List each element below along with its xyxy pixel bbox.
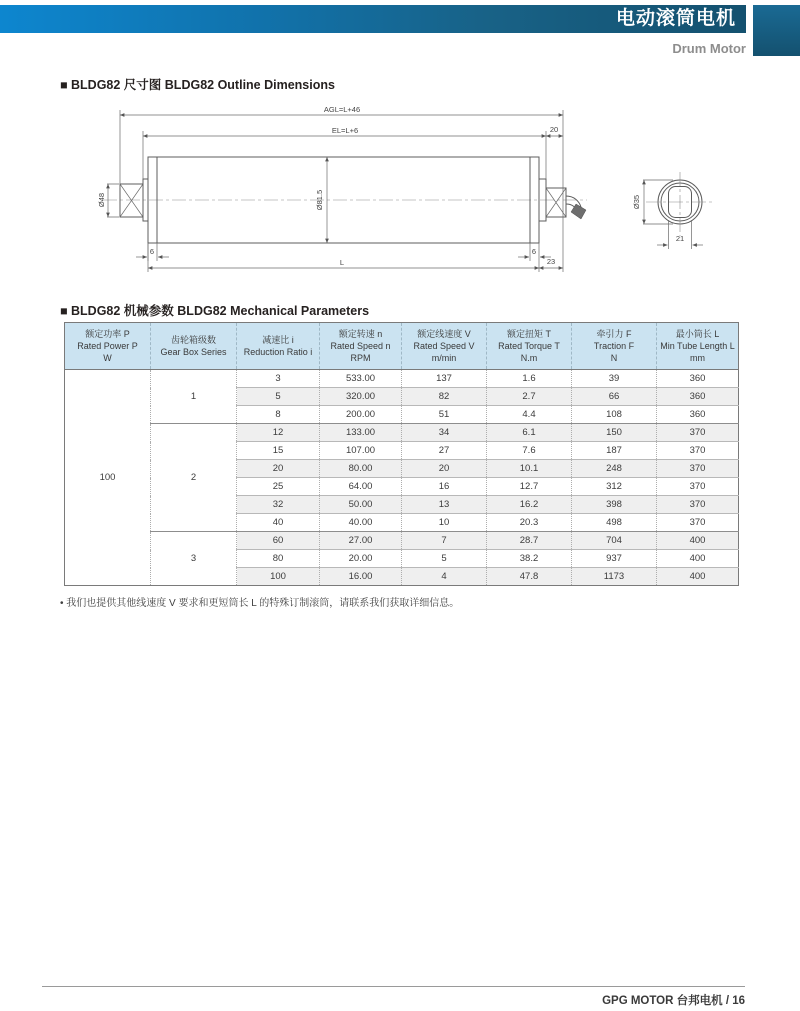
table-cell: 12 [237, 424, 320, 442]
table-cell: 1173 [572, 568, 657, 586]
column-header-gearbox: 齿轮箱级数 Gear Box Series [151, 323, 237, 370]
table-cell: 360 [657, 370, 739, 388]
table-cell: 370 [657, 478, 739, 496]
column-header-torque: 额定扭矩 T Rated Torque T N.m [487, 323, 572, 370]
side-view [97, 105, 587, 272]
table-cell: 248 [572, 460, 657, 478]
table-cell: 3 [237, 370, 320, 388]
dim-label-end-dia: Ø35 [632, 194, 641, 210]
table-cell: 8 [237, 406, 320, 424]
table-cell: 7.6 [487, 442, 572, 460]
gear-series-cell: 1 [151, 370, 237, 424]
header-accent-square [753, 5, 800, 56]
table-cell: 6.1 [487, 424, 572, 442]
page-subtitle: Drum Motor [672, 41, 746, 56]
table-cell: 4.4 [487, 406, 572, 424]
table-cell: 40 [237, 514, 320, 532]
outline-drawing [95, 100, 795, 295]
mechanical-parameters-table [64, 322, 739, 586]
table-cell: 370 [657, 496, 739, 514]
dim-label-20: 20 [549, 125, 559, 134]
table-cell: 400 [657, 568, 739, 586]
table-cell: 10 [402, 514, 487, 532]
column-header-linear-speed: 额定线速度 V Rated Speed V m/min [402, 323, 487, 370]
table-cell: 32 [237, 496, 320, 514]
footer-page-label: GPG MOTOR 台邦电机 / 16 [602, 995, 745, 1007]
table-cell: 7 [402, 532, 487, 550]
page-title: 电动滚筒电机 [615, 8, 736, 29]
table-row [65, 370, 739, 388]
table-cell: 137 [402, 370, 487, 388]
dim-label-cap-right: 6 [531, 247, 537, 256]
table-cell: 320.00 [320, 388, 402, 406]
dim-label-cap-left: 6 [149, 247, 155, 256]
table-cell: 51 [402, 406, 487, 424]
table-header-row [65, 323, 739, 370]
table-cell: 498 [572, 514, 657, 532]
table-cell: 187 [572, 442, 657, 460]
table-cell: 27.00 [320, 532, 402, 550]
outline-section-heading: ■ BLDG82 尺寸图 BLDG82 Outline Dimensions [60, 78, 335, 92]
table-cell: 50.00 [320, 496, 402, 514]
dim-label-23: 23 [546, 257, 556, 266]
table-cell: 370 [657, 424, 739, 442]
table-cell: 34 [402, 424, 487, 442]
table-cell: 5 [402, 550, 487, 568]
dim-label-agl: AGL=L+46 [323, 105, 361, 114]
table-cell: 2.7 [487, 388, 572, 406]
table-cell: 80 [237, 550, 320, 568]
footer-divider [42, 986, 745, 987]
table-cell: 370 [657, 514, 739, 532]
table-cell: 47.8 [487, 568, 572, 586]
table-cell: 82 [402, 388, 487, 406]
column-header-ratio: 减速比 i Reduction Ratio i [237, 323, 320, 370]
column-header-power: 额定功率 P Rated Power P W [65, 323, 151, 370]
table-cell: 38.2 [487, 550, 572, 568]
table-cell: 20 [402, 460, 487, 478]
table-cell: 533.00 [320, 370, 402, 388]
table-cell: 107.00 [320, 442, 402, 460]
table-cell: 13 [402, 496, 487, 514]
table-cell: 5 [237, 388, 320, 406]
dim-label-drum-dia: Ø81.5 [315, 189, 324, 211]
table-cell: 400 [657, 532, 739, 550]
rated-power-cell: 100 [65, 370, 151, 586]
dim-label-shaft-dia: Ø48 [97, 192, 106, 208]
table-cell: 370 [657, 442, 739, 460]
table-cell: 360 [657, 406, 739, 424]
table-cell: 370 [657, 460, 739, 478]
table-cell: 360 [657, 388, 739, 406]
dim-label-key-width: 21 [675, 234, 685, 243]
table-cell: 40.00 [320, 514, 402, 532]
table-cell: 16.2 [487, 496, 572, 514]
dim-label-el: EL=L+6 [331, 126, 359, 135]
table-cell: 20.3 [487, 514, 572, 532]
table-cell: 66 [572, 388, 657, 406]
table-cell: 937 [572, 550, 657, 568]
dim-label-length: L [339, 258, 345, 267]
column-header-speed: 额定转速 n Rated Speed n RPM [320, 323, 402, 370]
table-cell: 15 [237, 442, 320, 460]
table-cell: 398 [572, 496, 657, 514]
table-cell: 133.00 [320, 424, 402, 442]
table-cell: 80.00 [320, 460, 402, 478]
table-cell: 28.7 [487, 532, 572, 550]
end-view [632, 172, 714, 249]
table-cell: 100 [237, 568, 320, 586]
table-cell: 1.6 [487, 370, 572, 388]
column-header-traction: 牵引力 F Traction F N [572, 323, 657, 370]
parameters-section-heading: ■ BLDG82 机械参数 BLDG82 Mechanical Parameters [60, 304, 370, 318]
table-cell: 27 [402, 442, 487, 460]
table-cell: 16.00 [320, 568, 402, 586]
footnote: • 我们也提供其他线速度 V 要求和更短筒长 L 的特殊订制滚筒，请联系我们获取详细信息。 [60, 598, 460, 609]
table-cell: 704 [572, 532, 657, 550]
table-cell: 25 [237, 478, 320, 496]
table-cell: 64.00 [320, 478, 402, 496]
table-row [65, 532, 739, 550]
table-cell: 60 [237, 532, 320, 550]
table-cell: 312 [572, 478, 657, 496]
table-cell: 4 [402, 568, 487, 586]
table-cell: 20.00 [320, 550, 402, 568]
table-cell: 200.00 [320, 406, 402, 424]
table-cell: 150 [572, 424, 657, 442]
table-row [65, 424, 739, 442]
table-cell: 39 [572, 370, 657, 388]
table-cell: 16 [402, 478, 487, 496]
gear-series-cell: 3 [151, 532, 237, 586]
table-cell: 20 [237, 460, 320, 478]
parameters-tbody [65, 370, 739, 586]
column-header-tube-length: 最小筒长 L Min Tube Length L mm [657, 323, 739, 370]
gear-series-cell: 2 [151, 424, 237, 532]
cable-line [566, 196, 581, 207]
table-cell: 108 [572, 406, 657, 424]
page-header-bar [0, 5, 746, 33]
table-cell: 10.1 [487, 460, 572, 478]
table-cell: 12.7 [487, 478, 572, 496]
table-cell: 400 [657, 550, 739, 568]
